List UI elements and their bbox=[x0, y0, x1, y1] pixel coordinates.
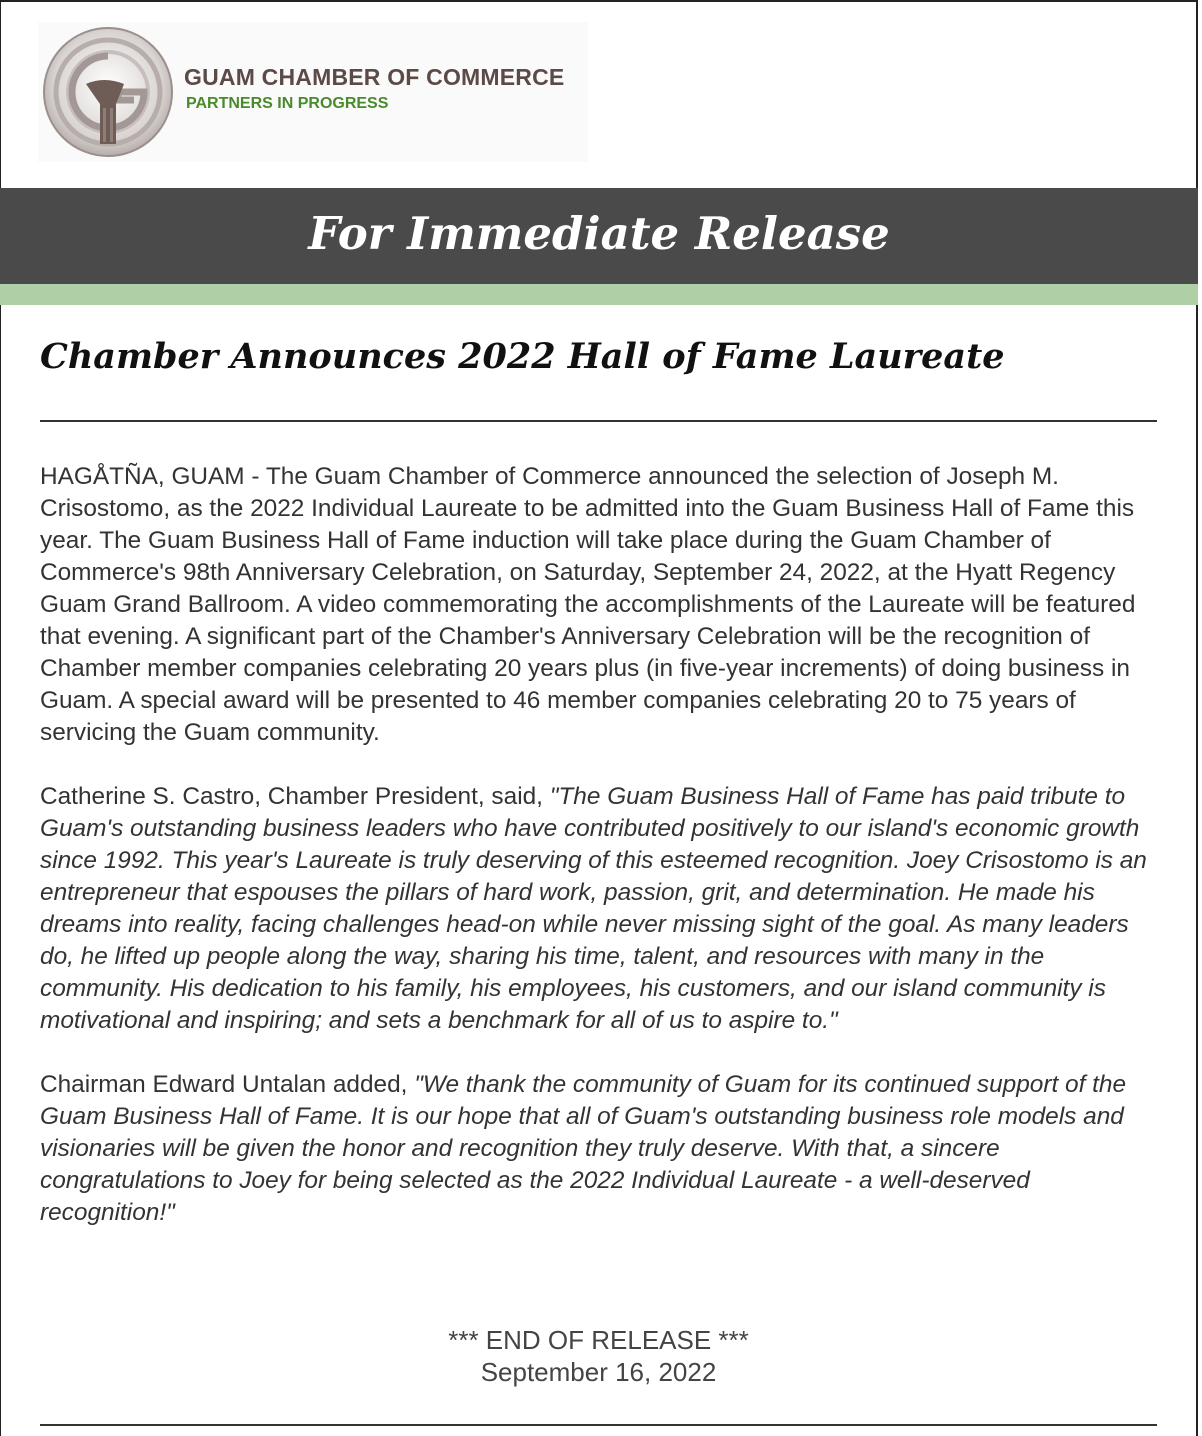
quote-attribution: Catherine S. Castro, Chamber President, said, bbox=[40, 783, 550, 810]
president-quote: "The Guam Business Hall of Fame has paid tribute to Guam's outstanding business leaders who have contributed positively to our island's economic growth since 1992. This year's Laureate is truly deserving of this esteemed recognition. Joey Crisostomo is an entrepreneur that espouses the pillars of hard work, passion, grit, and determination. He made his dreams into reality, facing challenges head-on while never missing sight of the goal. As many leaders do, he lifted up people along the way, sharing his time, talent, and resources with many in the community. His dedication to his family, his employees, his customers, and our island community is motivational and inspiring; and sets a benchmark for all of us to aspire to." bbox=[40, 783, 1147, 1034]
release-closing bbox=[40, 1324, 1157, 1388]
release-body bbox=[40, 461, 1164, 1261]
page-title: Chamber Announces 2022 Hall of Fame Laureate bbox=[40, 336, 1005, 377]
release-banner bbox=[0, 188, 1198, 284]
divider-bottom bbox=[40, 1424, 1157, 1426]
end-of-release-marker: *** END OF RELEASE *** bbox=[448, 1325, 749, 1355]
chamber-emblem-icon bbox=[42, 26, 174, 158]
paragraph-announcement: HAGÅTÑA, GUAM - The Guam Chamber of Commerce announced the selection of Joseph M. Crisostomo, as the 2022 Individual Laureate to be admitted into the Guam Business Hall of Fame this year. The Guam Business Hall of Fame induction will take place during the Guam Chamber of Commerce's 98th Anniversary Celebration, on Saturday, September 24, 2022, at the Hyatt Regency Guam Grand Ballroom. A video commemorating the accomplishments of the Laureate will be featured that evening. A significant part of the Chamber's Anniversary Celebration will be the recognition of Chamber member companies celebrating 20 years plus (in five-year increments) of doing business in Guam. A special award will be presented to 46 member companies celebrating 20 to 75 years of servicing the Guam community. bbox=[40, 463, 1136, 746]
paragraph-president-quote bbox=[40, 781, 1164, 1037]
paragraph-chairman-quote bbox=[40, 1069, 1164, 1229]
release-date: September 16, 2022 bbox=[480, 1357, 717, 1387]
chamber-logo bbox=[38, 22, 588, 162]
banner-title: For Immediate Release bbox=[308, 207, 890, 260]
accent-stripe bbox=[0, 284, 1198, 305]
quote-attribution: Chairman Edward Untalan added, bbox=[40, 1071, 415, 1098]
logo-tagline: PARTNERS IN PROGRESS bbox=[186, 95, 389, 112]
chairman-quote: "We thank the community of Guam for its continued support of the Guam Business Hall of Fame. It is our hope that all of Guam's outstanding business role models and visionaries will be given the honor and recognition they truly deserve. With that, a sincere congratulations to Joey for being selected as the 2022 Individual Laureate - a well-deserved recognition!" bbox=[40, 1071, 1127, 1226]
logo-name: GUAM CHAMBER OF COMMERCE bbox=[184, 64, 565, 90]
divider-top bbox=[40, 420, 1157, 422]
